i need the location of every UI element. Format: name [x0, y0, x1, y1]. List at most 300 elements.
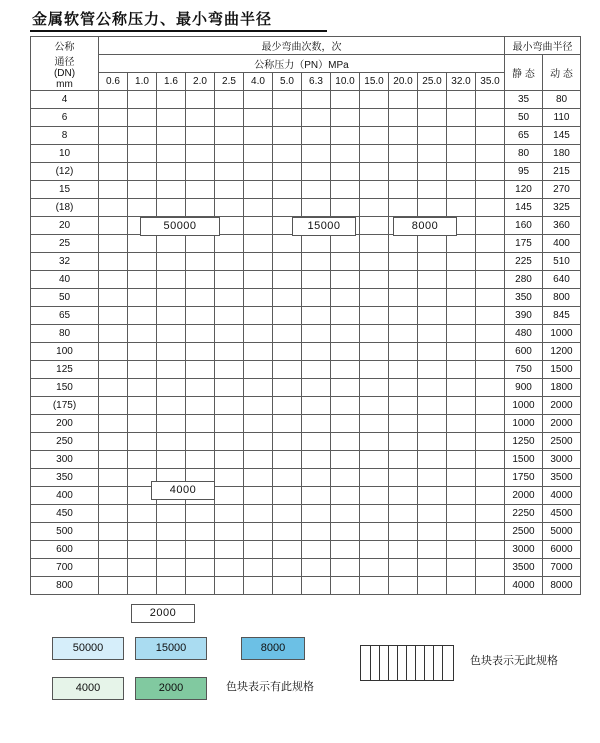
spec-cell [186, 577, 215, 595]
pressure-col-header: 35.0 [476, 73, 505, 91]
spec-cell [360, 109, 389, 127]
radius-header: 最小弯曲半径 [505, 37, 581, 55]
spec-cell [157, 253, 186, 271]
spec-cell [389, 253, 418, 271]
spec-cell [186, 505, 215, 523]
spec-cell [302, 145, 331, 163]
spec-cell [273, 307, 302, 325]
spec-cell [331, 181, 360, 199]
spec-cell [157, 379, 186, 397]
dn-value-cell: 400 [31, 487, 99, 505]
spec-cell [273, 397, 302, 415]
spec-cell [447, 397, 476, 415]
dn-value-cell: (12) [31, 163, 99, 181]
spec-cell [215, 199, 244, 217]
dn-line-2: 通径 [54, 56, 75, 68]
spec-cell [476, 199, 505, 217]
spec-cell [99, 271, 128, 289]
spec-cell [302, 271, 331, 289]
table-row [31, 163, 581, 181]
spec-cell [447, 127, 476, 145]
spec-cell [418, 271, 447, 289]
legend-label-2000: 2000 [158, 682, 184, 694]
pressure-header: 公称压力（PN）MPa [99, 55, 505, 73]
radius-static-cell: 600 [505, 343, 543, 361]
spec-cell [99, 343, 128, 361]
radius-dynamic-cell: 1800 [543, 379, 581, 397]
spec-cell [447, 145, 476, 163]
table-row [31, 343, 581, 361]
dn-value-cell: 450 [31, 505, 99, 523]
legend-swatch-2000 [135, 677, 207, 700]
spec-cell [215, 379, 244, 397]
table-row [31, 307, 581, 325]
spec-cell [186, 451, 215, 469]
radius-static-cell: 900 [505, 379, 543, 397]
radius-static-cell: 1500 [505, 451, 543, 469]
spec-cell [476, 415, 505, 433]
spec-cell [418, 109, 447, 127]
radius-dynamic-cell: 110 [543, 109, 581, 127]
spec-cell [447, 415, 476, 433]
callout-label: 15000 [292, 217, 356, 236]
radius-dynamic-cell: 2500 [543, 433, 581, 451]
spec-cell [447, 181, 476, 199]
spec-cell [360, 361, 389, 379]
spec-cell [447, 379, 476, 397]
spec-cell [360, 307, 389, 325]
dn-line-1: 公称 [54, 41, 75, 53]
spec-cell [476, 145, 505, 163]
spec-cell [99, 325, 128, 343]
spec-cell [389, 289, 418, 307]
spec-cell [389, 163, 418, 181]
spec-cell [99, 235, 128, 253]
spec-cell [302, 541, 331, 559]
spec-cell [447, 577, 476, 595]
spec-cell [476, 325, 505, 343]
spec-cell [331, 559, 360, 577]
spec-cell [99, 505, 128, 523]
radius-dynamic-cell: 360 [543, 217, 581, 235]
spec-cell [331, 199, 360, 217]
table-row [31, 415, 581, 433]
spec-cell [186, 397, 215, 415]
spec-cell [186, 325, 215, 343]
spec-cell [99, 559, 128, 577]
spec-cell [273, 451, 302, 469]
spec-cell [360, 397, 389, 415]
dn-value-cell: (18) [31, 199, 99, 217]
spec-cell [302, 415, 331, 433]
table-row [31, 145, 581, 163]
radius-static-cell: 80 [505, 145, 543, 163]
spec-cell [128, 235, 157, 253]
spec-cell [186, 559, 215, 577]
spec-cell [244, 559, 273, 577]
spec-cell [302, 451, 331, 469]
spec-cell [244, 415, 273, 433]
dn-value-cell: 32 [31, 253, 99, 271]
spec-cell [476, 451, 505, 469]
spec-cell [157, 325, 186, 343]
radius-dynamic-cell: 5000 [543, 523, 581, 541]
legend-label-15000: 15000 [155, 642, 187, 654]
spec-cell [186, 253, 215, 271]
spec-cell [186, 91, 215, 109]
spec-cell [157, 451, 186, 469]
spec-cell [360, 235, 389, 253]
spec-cell [331, 541, 360, 559]
spec-cell [302, 559, 331, 577]
spec-cell [99, 451, 128, 469]
spec-cell [186, 523, 215, 541]
spec-cell [360, 523, 389, 541]
spec-cell [244, 523, 273, 541]
radius-static-cell: 50 [505, 109, 543, 127]
spec-cell [215, 271, 244, 289]
pressure-col-header: 32.0 [447, 73, 476, 91]
spec-cell [215, 163, 244, 181]
spec-cell [331, 109, 360, 127]
callout-label: 4000 [151, 481, 215, 500]
spec-cell [331, 577, 360, 595]
radius-dynamic-cell: 7000 [543, 559, 581, 577]
radius-dynamic-cell: 270 [543, 181, 581, 199]
spec-cell [418, 433, 447, 451]
spec-cell [447, 253, 476, 271]
radius-dynamic-cell: 2000 [543, 415, 581, 433]
spec-cell [273, 109, 302, 127]
spec-cell [157, 343, 186, 361]
spec-cell [331, 235, 360, 253]
dn-value-cell: 6 [31, 109, 99, 127]
spec-cell [215, 253, 244, 271]
spec-cell [186, 181, 215, 199]
table-row [31, 199, 581, 217]
pressure-col-header: 6.3 [302, 73, 331, 91]
spec-cell [273, 145, 302, 163]
dn-header-cell [31, 37, 99, 91]
spec-cell [302, 199, 331, 217]
spec-cell [99, 91, 128, 109]
header-row-2 [31, 55, 581, 73]
radius-static-cell: 65 [505, 127, 543, 145]
spec-cell [215, 415, 244, 433]
table-row [31, 325, 581, 343]
spec-cell [215, 451, 244, 469]
spec-cell [360, 505, 389, 523]
spec-cell [273, 541, 302, 559]
dn-value-cell: 65 [31, 307, 99, 325]
spec-cell [418, 541, 447, 559]
spec-cell [157, 91, 186, 109]
table-row [31, 271, 581, 289]
spec-cell [476, 559, 505, 577]
spec-cell [302, 181, 331, 199]
legend-label-8000: 8000 [260, 642, 286, 654]
spec-cell [99, 289, 128, 307]
table-row [31, 109, 581, 127]
spec-cell [389, 271, 418, 289]
spec-cell [215, 145, 244, 163]
pressure-col-header: 20.0 [389, 73, 418, 91]
radius-dynamic-cell: 4000 [543, 487, 581, 505]
spec-cell [273, 487, 302, 505]
spec-cell [273, 469, 302, 487]
spec-cell [186, 433, 215, 451]
spec-cell [244, 127, 273, 145]
pressure-col-header: 1.6 [157, 73, 186, 91]
pressure-col-header: 2.0 [186, 73, 215, 91]
spec-cell [302, 109, 331, 127]
legend-swatch-15000 [135, 637, 207, 660]
spec-cell [128, 289, 157, 307]
spec-cell [389, 199, 418, 217]
spec-cell [273, 271, 302, 289]
spec-cell [186, 343, 215, 361]
spec-cell [215, 127, 244, 145]
spec-cell [331, 325, 360, 343]
table-row [31, 469, 581, 487]
spec-cell [302, 307, 331, 325]
legend-swatch-50000 [52, 637, 124, 660]
callout-label: 50000 [140, 217, 220, 236]
spec-cell [418, 307, 447, 325]
spec-cell [302, 343, 331, 361]
spec-cell [476, 523, 505, 541]
spec-cell [389, 559, 418, 577]
spec-cell [360, 253, 389, 271]
table-row [31, 379, 581, 397]
dn-value-cell: 4 [31, 91, 99, 109]
spec-cell [360, 325, 389, 343]
spec-cell [360, 487, 389, 505]
spec-cell [476, 289, 505, 307]
table-row [31, 397, 581, 415]
spec-cell [244, 541, 273, 559]
radius-static-cell: 350 [505, 289, 543, 307]
spec-cell [447, 559, 476, 577]
pressure-col-header: 5.0 [273, 73, 302, 91]
spec-cell [418, 181, 447, 199]
spec-cell [331, 487, 360, 505]
table-row [31, 235, 581, 253]
spec-cell [447, 289, 476, 307]
legend-label-4000: 4000 [75, 682, 101, 694]
spec-cell [128, 325, 157, 343]
spec-cell [476, 487, 505, 505]
spec-cell [418, 289, 447, 307]
spec-cell [476, 577, 505, 595]
spec-cell [476, 253, 505, 271]
spec-cell [302, 469, 331, 487]
spec-cell [360, 181, 389, 199]
spec-cell [476, 379, 505, 397]
spec-cell [331, 91, 360, 109]
spec-cell [244, 307, 273, 325]
spec-cell [128, 109, 157, 127]
spec-cell [302, 361, 331, 379]
spec-cell [99, 379, 128, 397]
table-row [31, 487, 581, 505]
spec-cell [128, 415, 157, 433]
spec-cell [389, 433, 418, 451]
spec-cell [244, 91, 273, 109]
dn-value-cell: 150 [31, 379, 99, 397]
spec-cell [331, 307, 360, 325]
spec-cell [215, 505, 244, 523]
spec-cell [128, 127, 157, 145]
spec-cell [360, 289, 389, 307]
spec-cell [476, 469, 505, 487]
dn-value-cell: 100 [31, 343, 99, 361]
spec-cell [186, 415, 215, 433]
spec-cell [389, 451, 418, 469]
spec-cell [476, 127, 505, 145]
spec-cell [244, 235, 273, 253]
spec-cell [186, 361, 215, 379]
spec-cell [360, 469, 389, 487]
spec-cell [244, 379, 273, 397]
dn-value-cell: (175) [31, 397, 99, 415]
dn-value-cell: 500 [31, 523, 99, 541]
spec-cell [157, 361, 186, 379]
radius-dynamic-cell: 145 [543, 127, 581, 145]
spec-cell [215, 343, 244, 361]
spec-cell [389, 91, 418, 109]
dn-value-cell: 40 [31, 271, 99, 289]
spec-cell [302, 163, 331, 181]
spec-cell [244, 145, 273, 163]
spec-cell [389, 523, 418, 541]
radius-dynamic-cell: 3000 [543, 451, 581, 469]
radius-dynamic-cell: 325 [543, 199, 581, 217]
spec-cell [215, 181, 244, 199]
spec-cell [389, 541, 418, 559]
spec-cell [186, 199, 215, 217]
spec-cell [128, 145, 157, 163]
spec-cell [157, 505, 186, 523]
spec-cell [360, 541, 389, 559]
spec-cell [186, 109, 215, 127]
spec-cell [331, 145, 360, 163]
spec-cell [447, 361, 476, 379]
spec-cell [476, 361, 505, 379]
spec-cell [244, 505, 273, 523]
spec-cell [302, 397, 331, 415]
dn-value-cell: 20 [31, 217, 99, 235]
spec-cell [360, 271, 389, 289]
radius-static-cell: 120 [505, 181, 543, 199]
spec-cell [215, 577, 244, 595]
radius-dynamic-cell: 1200 [543, 343, 581, 361]
table-row [31, 433, 581, 451]
table-row [31, 253, 581, 271]
spec-cell [331, 379, 360, 397]
spec-cell [360, 451, 389, 469]
spec-cell [360, 343, 389, 361]
spec-cell [157, 145, 186, 163]
spec-cell [418, 253, 447, 271]
radius-static-cell: 225 [505, 253, 543, 271]
spec-cell [186, 271, 215, 289]
pressure-col-header: 2.5 [215, 73, 244, 91]
spec-cell [418, 415, 447, 433]
table-row [31, 505, 581, 523]
radius-static-cell: 390 [505, 307, 543, 325]
spec-cell [418, 199, 447, 217]
spec-cell [215, 469, 244, 487]
radius-static-cell: 35 [505, 91, 543, 109]
spec-cell [99, 217, 128, 235]
spec-cell [157, 181, 186, 199]
spec-cell [331, 127, 360, 145]
legend-swatch-8000 [241, 637, 305, 660]
spec-cell [389, 325, 418, 343]
table-row [31, 577, 581, 595]
spec-cell [360, 379, 389, 397]
spec-cell [302, 487, 331, 505]
spec-cell [418, 235, 447, 253]
spec-cell [476, 91, 505, 109]
spec-cell [447, 487, 476, 505]
pressure-col-header: 0.6 [99, 73, 128, 91]
spec-cell [447, 325, 476, 343]
spec-cell [360, 433, 389, 451]
spec-cell [418, 343, 447, 361]
spec-cell [244, 181, 273, 199]
spec-cell [186, 379, 215, 397]
spec-cell [302, 91, 331, 109]
radius-dynamic-cell: 2000 [543, 397, 581, 415]
spec-cell [302, 127, 331, 145]
spec-cell [128, 433, 157, 451]
spec-cell [128, 505, 157, 523]
dn-value-cell: 8 [31, 127, 99, 145]
spec-cell [273, 127, 302, 145]
radius-static-cell: 1750 [505, 469, 543, 487]
spec-cell [215, 361, 244, 379]
spec-cell [302, 505, 331, 523]
spec-cell [331, 469, 360, 487]
spec-cell [244, 451, 273, 469]
spec-cell [331, 397, 360, 415]
dn-value-cell: 25 [31, 235, 99, 253]
spec-cell [99, 433, 128, 451]
spec-cell [447, 109, 476, 127]
spec-cell [244, 163, 273, 181]
spec-cell [418, 127, 447, 145]
spec-cell [302, 235, 331, 253]
spec-cell [389, 109, 418, 127]
spec-cell [447, 505, 476, 523]
radius-static-cell: 145 [505, 199, 543, 217]
spec-cell [273, 523, 302, 541]
spec-cell [273, 325, 302, 343]
spec-cell [99, 307, 128, 325]
spec-cell [360, 91, 389, 109]
spec-cell [215, 289, 244, 307]
table-row [31, 181, 581, 199]
spec-cell [128, 163, 157, 181]
spec-cell [99, 523, 128, 541]
spec-cell [476, 505, 505, 523]
dn-value-cell: 300 [31, 451, 99, 469]
spec-cell [215, 487, 244, 505]
spec-cell [244, 487, 273, 505]
spec-cell [157, 577, 186, 595]
